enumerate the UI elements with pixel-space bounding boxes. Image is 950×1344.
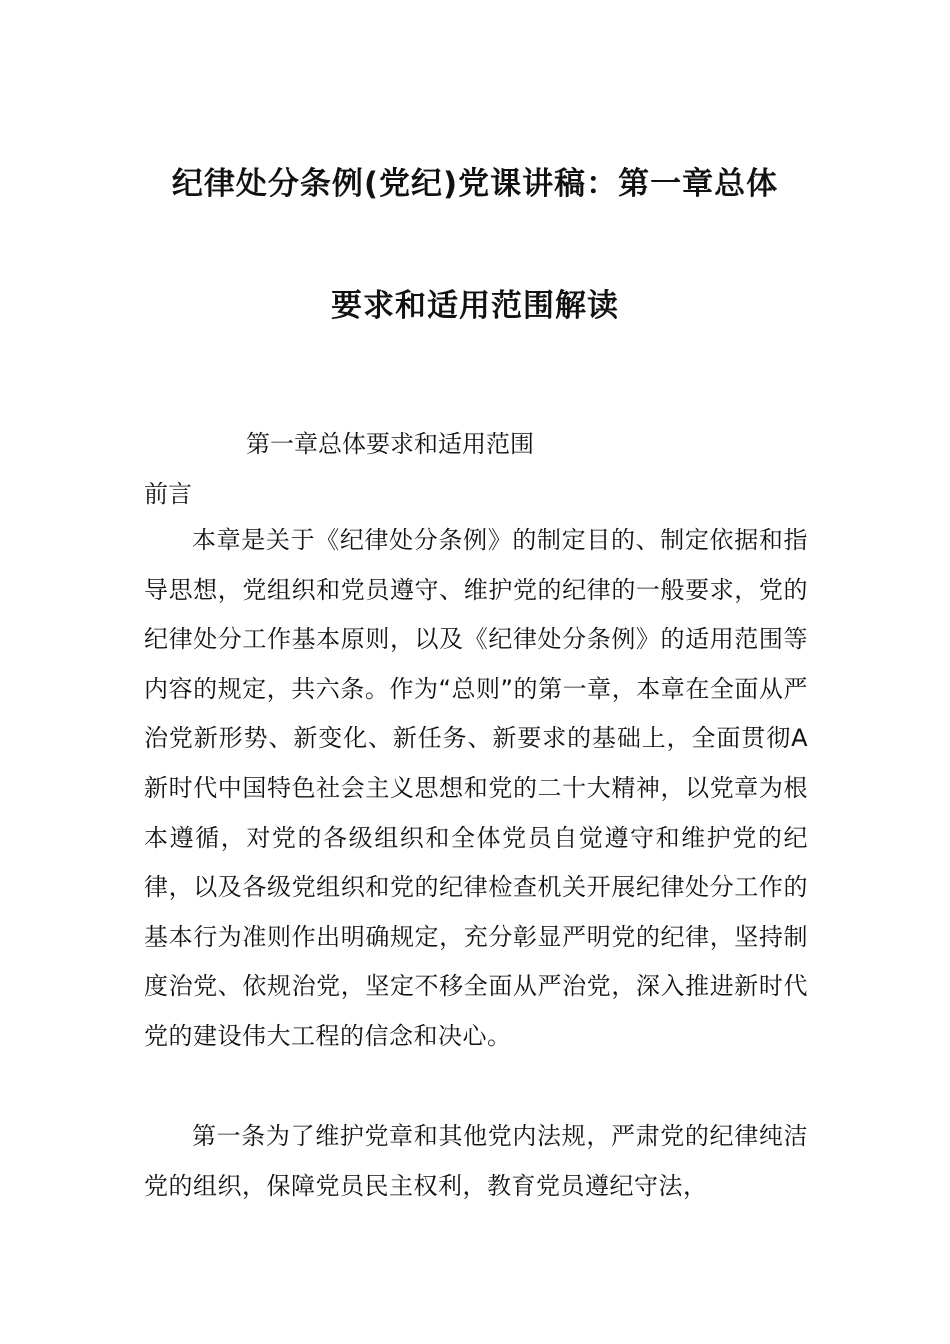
- preface-label: 前言: [144, 480, 192, 508]
- chapter-heading: 第一章总体要求和适用范围: [246, 430, 534, 458]
- document-title-line-1: 纪律处分条例(党纪)党课讲稿：第一章总体: [171, 166, 779, 202]
- document-title-line-2: 要求和适用范围解读: [331, 288, 619, 324]
- body-paragraph: 本章是关于《纪律处分条例》的制定目的、制定依据和指导思想，党组织和党员遵守、维护党的纪律的一般要求，党的纪律处分工作基本原则，以及《纪律处分条例》的适用范围等内容的规定，共六条。作为“总则”的第一章，本章在全面从严治党新形势、新变化、新任务、新要求的基础上，全面贯彻A新时代中国特色社会主义思想和党的二十大精神，以党章为根本遵循，对党的各级组织和全体党员自觉遵守和维护党的纪律，以及各级党组织和党的纪律检查机关开展纪律处分工作的基本行为准则作出明确规定，充分彰显严明党的纪律，坚持制度治党、依规治党，坚定不移全面从严治党，深入推进新时代党的建设伟大工程的信念和决心。: [144, 526, 808, 1050]
- body-paragraph: 第一条为了维护党章和其他党内法规，严肃党的纪律纯洁党的组织，保障党员民主权利，教育党员遵纪守法，: [144, 1122, 808, 1200]
